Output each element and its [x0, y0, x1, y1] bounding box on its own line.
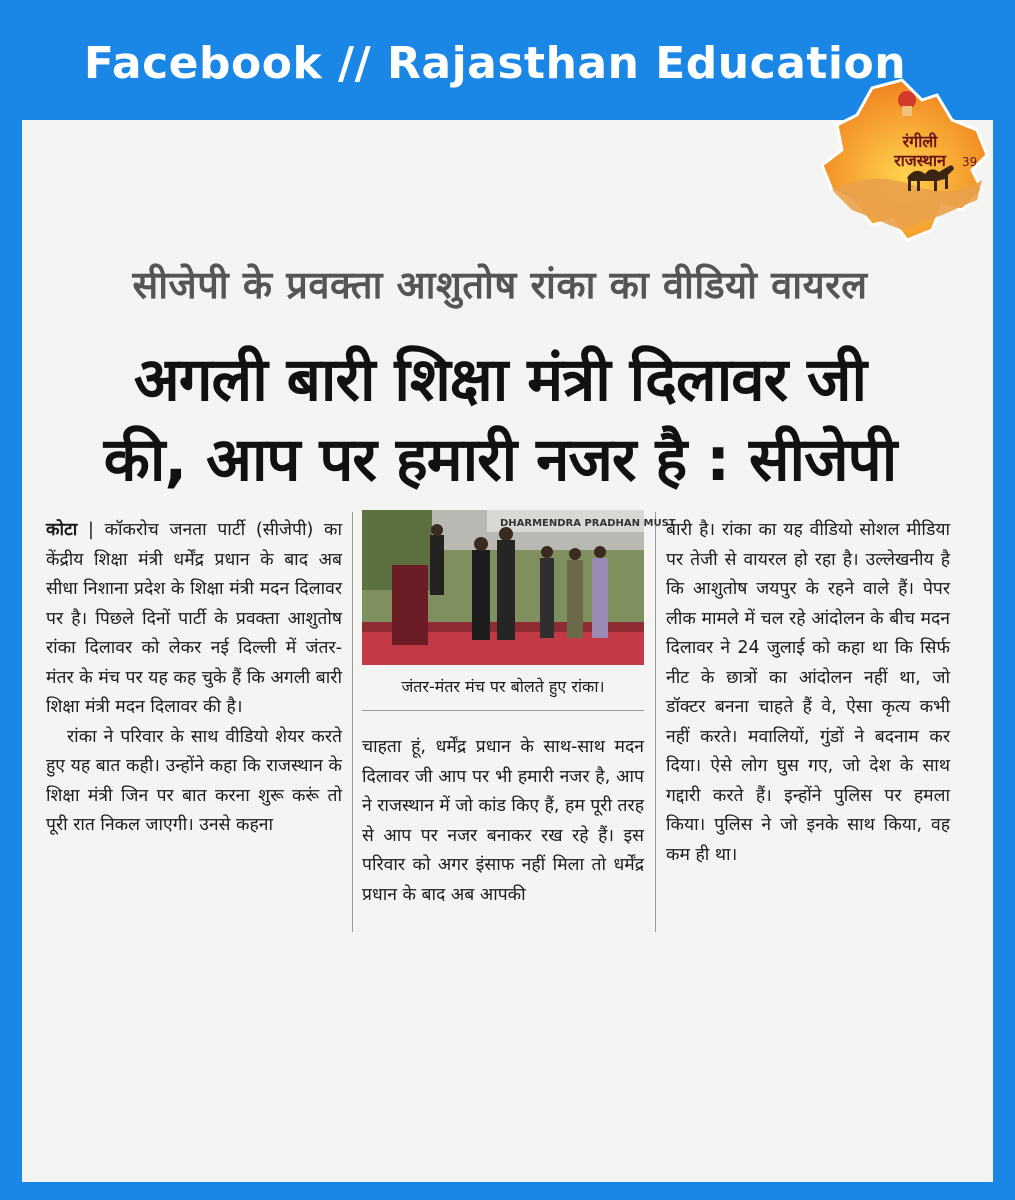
article-photo [362, 510, 676, 665]
headline-line2: की, आप पर हमारी नजर है : सीजेपी [103, 425, 897, 495]
column1-text: | कॉकरोच जनता पार्टी (सीजेपी) का केंद्रीय शिक्षा मंत्री धर्मेंद्र प्रधान के बाद अब सीधा निशाना प्रदेश के शिक्षा मंत्री मदन दिलावर पर है। पिछले दिनों पार्टी के प्रवक्ता आशुतोष रांका दिलावर को लेकर नई दिल्ली में जंतर-मंतर के मंच पर यह कह चुके हैं कि अगली बारी शिक्षा मंत्री मदन दिलावर की है। [46, 520, 342, 717]
column-divider [655, 512, 656, 932]
subheadline: सीजेपी के प्रवक्ता आशुतोष रांका का वीडियो वायरल [132, 263, 868, 307]
headline-line1: अगली बारी शिक्षा मंत्री दिलावर जी [133, 345, 867, 415]
page-title: Facebook // Rajasthan Education [83, 38, 907, 89]
photo-caption: जंतर-मंतर मंच पर बोलते हुए रांका। [401, 677, 605, 696]
logo-number: 39 [962, 155, 978, 169]
column1-para2: रांका ने परिवार के साथ वीडियो शेयर करते हुए यह बात कही। उन्होंने कहा कि राजस्थान के शिक्षा मंत्री जिन पर बात करना शुरू करूं तो पूरी रात निकल जाएगी। उनसे कहना [46, 726, 342, 835]
caption-divider [362, 710, 644, 711]
rangili-rajasthan-logo [812, 60, 994, 250]
article-column-2: चाहता हूं, धर्मेंद्र प्रधान के साथ-साथ मदन दिलावर जी आप पर भी हमारी नजर है, आप ने राजस्थान में जो कांड किए हैं, हम पूरी तरह से आप पर नजर बनाकर रख रहे हैं। इस परिवार को अगर इंसाफ नहीं मिला तो धर्मेंद्र प्रधान के बाद अब आपकी [362, 737, 644, 905]
logo-line1: रंगीली [902, 132, 938, 151]
logo-line2: राजस्थान [894, 151, 946, 170]
column-divider [352, 512, 353, 932]
dateline: कोटा [46, 520, 78, 540]
headline [30, 340, 970, 500]
protest-stage-image [362, 510, 676, 665]
article-column-1 [46, 516, 342, 841]
article-column-3: बारी है। रांका का यह वीडियो सोशल मीडिया पर तेजी से वायरल हो रहा है। उल्लेखनीय है कि आशुतोष जयपुर के रहने वाले हैं। पेपर लीक मामले में चल रहे आंदोलन के बीच मदन दिलावर ने 24 जुलाई को कहा था कि सिर्फ नीट के छात्रों का आंदोलन नहीं था, जो डॉक्टर बनना चाहते हैं वे, ऐसा कृत्य कभी नहीं करते। मवालियों, गुंडों ने बदनाम कर दिया। ऐसे लोग घुस गए, जो देश के साथ गद्दारी करते हैं। इन्होंने पुलिस पर हमला किया। पुलिस ने जो इनके साथ किया, वह कम ही था। [666, 520, 950, 865]
photo-banner-text: DHARMENDRA PRADHAN MUST [500, 518, 676, 529]
logo-wordmark [870, 132, 970, 170]
